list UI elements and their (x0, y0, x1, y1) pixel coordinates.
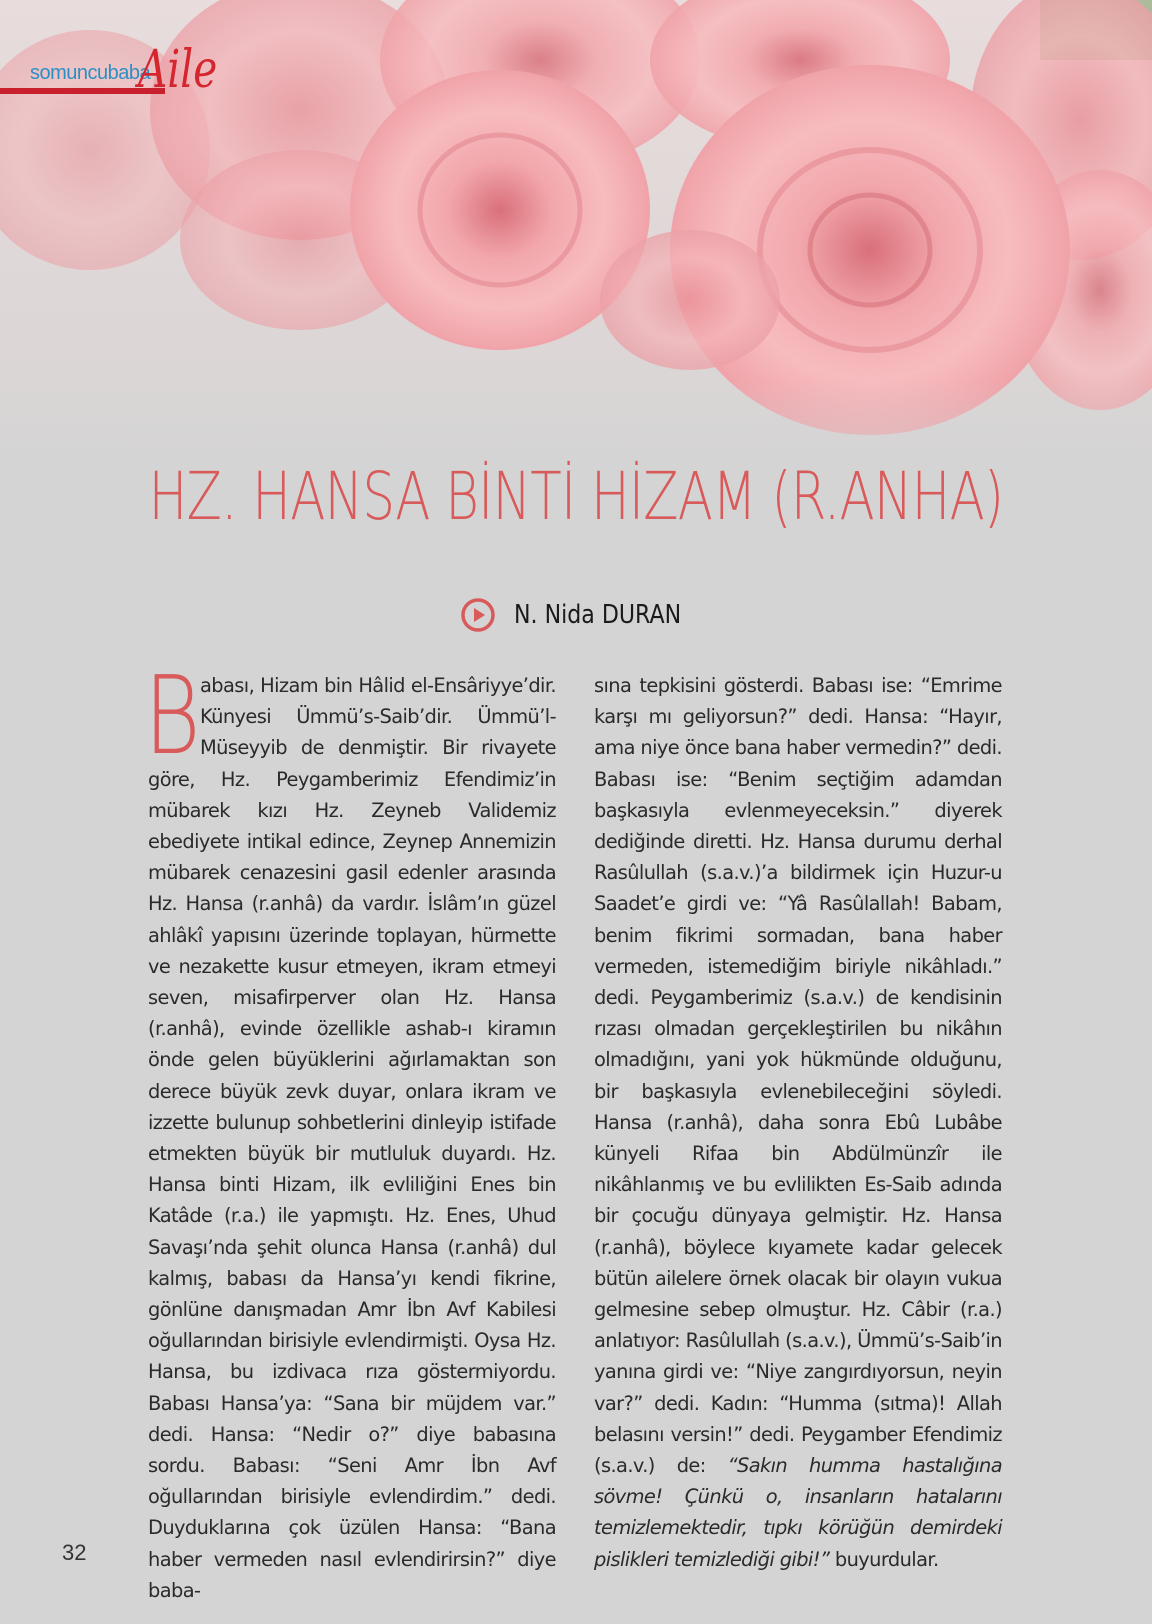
hadith-quote: “Sakın humma hastalığına sövme! Çünkü o, insanların hatalarını temizlemektedir, tıpkı körüğün demirdeki pislikleri temizlediği gibi!” (594, 1454, 1002, 1571)
brand-logo (0, 38, 250, 108)
brand-name: somuncubaba (30, 62, 151, 84)
article-text-end: buyurdular. (829, 1547, 939, 1571)
article-text-right: sına tepkisini gösterdi. Babası ise: “Emrime karşı mı geliyorsun?” dedi. Hansa: “Hayır, ama niye önce bana haber vermedin?” dedi. Babası ise: “Benim seçtiğim adamdan başkasıyla evlenmeyeceksin.” diyerek dediğinde diretti. Hz. Hansa durumu derhal Rasûlullah (s.a.v.)’a bildirmek için Huzur-u Saadet’e girdi ve: “Yâ Rasûlallah! Babam, benim fikrimi sormadan, bana haber vermeden, istemediğim biriyle nikâhladı.” dedi. Peygamberimiz (s.a.v.) de kendisinin rızası olmadan gerçekleştirilen bu nikâhın olmadığını, yani yok hükmünde olduğunu, bir başkasıyla evlenebileceğini söyledi. Hansa (r.anhâ), daha sonra Ebû Lubâbe künyeli Rifaa bin Abdülmünzîr ile nikâhlanmış ve bu evlilikten Es-Saib adında bir çocuğu dünyaya gelmiştir. Hz. Hansa (r.anhâ), böylece kıyamete kadar gelecek bütün ailelere örnek olacak bir olayın vukua gelmesine sebep olmuştur. Hz. Câbir (r.a.) anlatıyor: Rasûlullah (s.a.v.), Ümmü’s-Saib’in yanına girdi ve: “Niye zangırdıyorsun, neyin var?” dedi. Kadın: “Humma (sıtma)! Allah belasını versin!” dedi. Peygamber Efendimiz (s.a.v.) de: (594, 674, 1002, 1478)
article-title: HZ. HANSA BİNTİ HİZAM (R.ANHA) (148, 458, 1004, 535)
author-name: N. Nida DURAN (514, 600, 682, 630)
brand-section: Aile (138, 40, 218, 100)
page-number: 32 (62, 1540, 87, 1565)
article-column-left (144, 654, 556, 1606)
article-text-left: abası, Hizam bin Hâlid el-Ensâriyye’dir. Künyesi Ümmü’s-Saib’dir. Ümmü’l-Müseyyib de denmiştir. Bir rivayete göre, Hz. Peygamberimiz Efendimiz’in mübarek kızı Hz. Zeyneb Validemiz ebediyete intikal edince, Zeynep Annemizin mübarek cenazesini gasil edenler arasında Hz. Hansa (r.anhâ) da vardır. İslâm’ın güzel ahlâkî yapısını üzerinde toplayan, hürmette ve nezakette kusur etmeyen, ikram etmeyi seven, misafirperver olan Hz. Hansa (r.anhâ), evinde özellikle ashab-ı kiramın önde gelen büyüklerini ağırlamaktan son derece büyük zevk duyar, onlara ikram ve izzette bulunup sohbetlerini dinleyip istifade etmekten büyük bir mutluluk duyardı. Hz. Hansa binti Hizam, ilk evliliğini Enes bin Katâde (r.a.) ile yapmıştı. Hz. Enes, Uhud Savaşı’nda şehit olunca Hansa (r.anhâ) dul kalmış, babası da Hansa’yı kendi fikrine, gönlüne danışmadan Amr İbn Avf Kabilesi oğullarından birisiyle evlendirmişti. Oysa Hz. Hansa, bu izdivaca rıza göstermiyordu. Babası Hansa’ya: “Sana bir müjdem var.” dedi. Hansa: “Nedir o?” diye babasına sordu. Babası: “Seni Amr İbn Avf oğullarından birisiyle evlendirdim.” dedi. Duyduklarına çok üzülen Hansa: “Bana haber vermeden nasıl evlendirirsin?” diye baba- (148, 674, 556, 1602)
drop-cap: B (144, 654, 201, 779)
article-column-right (594, 670, 1002, 1575)
play-circle-icon (460, 597, 496, 633)
author-byline (460, 595, 711, 635)
